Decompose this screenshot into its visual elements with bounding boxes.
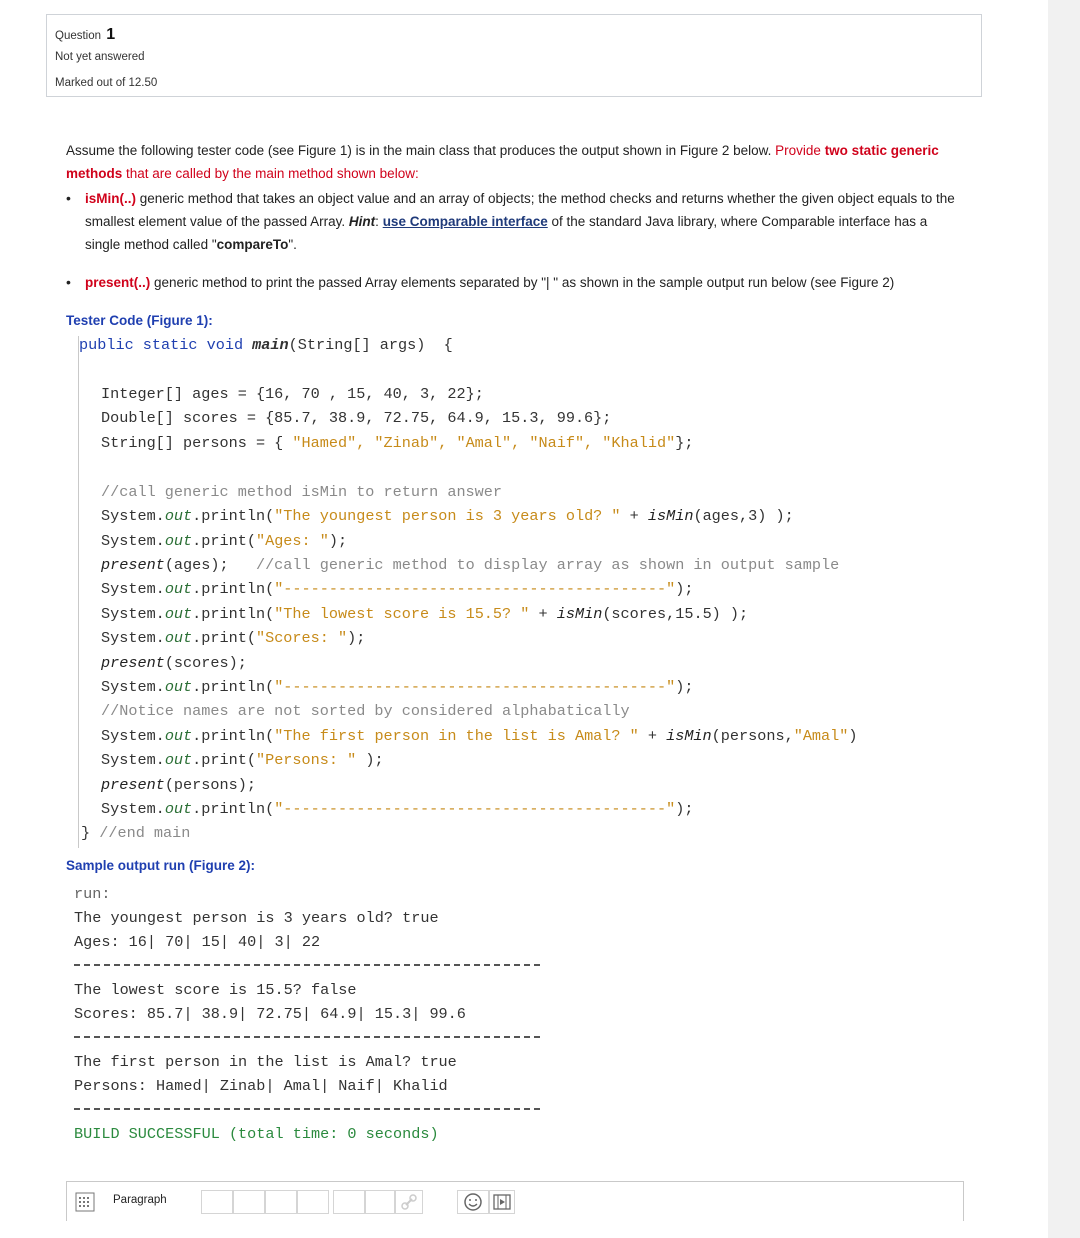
prompt-part-3: two static generic methods	[66, 143, 939, 181]
code-token: String[] persons = {	[101, 434, 293, 452]
code-token: System.	[101, 800, 165, 818]
code-token: );	[328, 532, 348, 550]
question-prompt	[66, 139, 966, 185]
media-button[interactable]	[489, 1190, 515, 1214]
link-icon	[396, 1191, 422, 1213]
code-token: present	[101, 654, 165, 672]
ismin-name: isMin(..)	[85, 191, 136, 206]
code-token: out	[164, 605, 193, 623]
code-token: out	[164, 629, 193, 647]
ismin-desc-2: of the standard Java library, where Comparable interface has a single method called "	[85, 214, 928, 252]
code-token: System.	[101, 507, 165, 525]
code-token: .println(	[192, 800, 275, 818]
code-token: +	[620, 507, 648, 525]
code-token: .print(	[192, 532, 256, 550]
code-token: (ages,3) );	[693, 507, 794, 525]
code-token: System.	[101, 751, 165, 769]
code-token: System.	[101, 678, 165, 696]
menu-icon[interactable]	[75, 1191, 95, 1213]
code-token: }	[81, 824, 100, 842]
code-token: out	[164, 580, 193, 598]
code-token: System.	[101, 629, 165, 647]
output-separator	[74, 1036, 540, 1038]
bullet-dot: •	[66, 190, 71, 206]
media-icon	[490, 1191, 514, 1213]
italic-button[interactable]	[233, 1190, 265, 1214]
question-number: 1	[106, 26, 116, 43]
code-line	[101, 776, 256, 794]
compareto-method: compareTo	[216, 237, 289, 252]
question-label	[55, 26, 115, 44]
code-line	[101, 800, 693, 818]
code-token: +	[529, 605, 557, 623]
bullet-present	[66, 271, 966, 294]
prompt-part-1: Assume the following tester code (see Figure 1) is in the main class that produces the output shown in Figure 2 below.	[66, 143, 772, 158]
output-line: The lowest score is 15.5? false	[74, 981, 357, 999]
code-token: {85.7, 38.9, 72.75, 64.9, 15.3, 99.6};	[265, 409, 612, 427]
code-token: "Scores: "	[255, 629, 348, 647]
code-line	[79, 336, 453, 354]
sample-output-title: Sample output run (Figure 2):	[66, 858, 255, 873]
code-token: };	[675, 434, 694, 452]
bullet-list-button[interactable]	[265, 1190, 297, 1214]
code-token: //end main	[99, 824, 191, 842]
code-token: //call generic method to display array as shown in output sample	[255, 556, 840, 574]
question-state: Not yet answered	[55, 51, 145, 63]
code-token: out	[164, 532, 193, 550]
tester-code-block	[78, 336, 1009, 848]
code-token: (scores,15.5) );	[602, 605, 749, 623]
code-token: );	[356, 751, 384, 769]
question-marks: Marked out of 12.50	[55, 77, 158, 89]
code-token: "The youngest person is 3 years old? "	[274, 507, 621, 525]
code-token: System.	[101, 532, 165, 550]
code-token: public static void	[79, 336, 253, 354]
bullet-ismin	[66, 187, 966, 256]
output-line: Scores: 85.7| 38.9| 72.75| 64.9| 15.3| 99.6	[74, 1005, 466, 1023]
code-token: System.	[101, 580, 165, 598]
prompt-part-2: Provide	[775, 143, 821, 158]
code-line	[101, 629, 365, 647]
question-label-text: Question	[55, 30, 102, 42]
code-token: {16, 70 , 15, 40, 3, 22};	[255, 385, 484, 403]
present-desc: generic method to print the passed Array elements separated by "| " as shown in the sample output run below (see Figure 2)	[154, 275, 895, 290]
code-token: .println(	[192, 727, 275, 745]
code-token: .print(	[192, 629, 256, 647]
output-line: The youngest person is 3 years old? true	[74, 909, 439, 927]
code-line	[101, 727, 858, 745]
output-line: Persons: Hamed| Zinab| Amal| Naif| Khalid	[74, 1077, 448, 1095]
hint-label: Hint	[348, 214, 376, 229]
paragraph-format-select[interactable]	[105, 1190, 197, 1214]
output-run: run:	[74, 885, 111, 903]
code-line	[101, 532, 347, 550]
code-line	[101, 434, 693, 452]
code-token: "Amal"	[793, 727, 849, 745]
bullet-ismin-text	[85, 187, 966, 256]
code-token: .print(	[192, 751, 256, 769]
code-token: "Ages: "	[255, 532, 329, 550]
hint-colon: :	[375, 214, 379, 229]
code-token: present	[101, 556, 165, 574]
bullet-present-text	[85, 271, 966, 294]
code-token: (persons);	[164, 776, 256, 794]
prompt-part-4: that are called by the main method shown below:	[126, 166, 419, 181]
editor-toolbar	[66, 1181, 964, 1221]
code-line	[101, 556, 839, 574]
code-token: );	[347, 629, 366, 647]
code-comment: //Notice names are not sorted by considered alphabatically	[101, 702, 630, 720]
code-token: out	[164, 678, 193, 696]
code-token: (String[] args) {	[288, 336, 453, 354]
code-token: );	[675, 678, 694, 696]
code-token: isMin	[666, 727, 712, 745]
code-token: .println(	[192, 678, 275, 696]
code-token: +	[638, 727, 667, 745]
emoji-button[interactable]	[457, 1190, 489, 1214]
code-token: main	[252, 336, 289, 354]
bullet-dot: •	[66, 274, 71, 290]
code-token: isMin	[647, 507, 694, 525]
bold-button[interactable]	[201, 1190, 233, 1214]
code-token: );	[675, 800, 694, 818]
code-token: Double[] scores =	[101, 409, 266, 427]
code-line	[101, 654, 247, 672]
output-line: The first person in the list is Amal? true	[74, 1053, 457, 1071]
code-token: System.	[101, 727, 165, 745]
code-token: "------------------------------------------"	[274, 580, 676, 598]
code-line	[101, 385, 484, 403]
code-token: out	[164, 800, 193, 818]
page-scrollbar[interactable]	[1048, 0, 1080, 1238]
code-line	[101, 751, 384, 769]
code-line	[101, 580, 693, 598]
output-line: Ages: 16| 70| 15| 40| 3| 22	[74, 933, 321, 951]
code-token: "The first person in the list is Amal? "	[274, 727, 639, 745]
code-token: .println(	[192, 580, 275, 598]
indent-button[interactable]	[333, 1190, 365, 1214]
emoji-icon	[458, 1191, 488, 1213]
numbered-list-button[interactable]	[297, 1190, 329, 1214]
code-line	[101, 507, 794, 525]
code-token: .println(	[192, 605, 275, 623]
code-line	[101, 605, 748, 623]
ismin-desc: generic method that takes an object value and an array of objects; the method checks and returns whether the given object equals to the smallest element value of the passed Array.	[85, 191, 955, 229]
present-name: present(..)	[85, 275, 151, 290]
question-info-box	[46, 14, 982, 97]
code-token: isMin	[556, 605, 603, 623]
paragraph-format-label: Paragraph	[113, 1194, 167, 1206]
link-button[interactable]	[395, 1190, 423, 1214]
code-token: out	[164, 507, 193, 525]
code-token: )	[848, 727, 858, 745]
tester-code-title: Tester Code (Figure 1):	[66, 313, 213, 328]
output-build-status: BUILD SUCCESSFUL (total time: 0 seconds)	[74, 1125, 439, 1143]
outdent-button[interactable]	[365, 1190, 395, 1214]
code-token: (scores);	[164, 654, 247, 672]
code-token: .println(	[192, 507, 275, 525]
code-token: out	[164, 727, 193, 745]
code-line	[101, 409, 611, 427]
code-token: "Hamed", "Zinab", "Amal", "Naif", "Khalid"	[292, 434, 676, 452]
code-line	[81, 824, 190, 842]
code-comment: //call generic method isMin to return answer	[101, 483, 503, 501]
code-token: out	[164, 751, 193, 769]
code-token: "Persons: "	[255, 751, 357, 769]
code-token: "The lowest score is 15.5? "	[274, 605, 530, 623]
code-line	[101, 678, 693, 696]
code-token: "------------------------------------------"	[274, 800, 676, 818]
code-token: present	[101, 776, 165, 794]
code-token: System.	[101, 605, 165, 623]
code-token: (ages);	[164, 556, 256, 574]
comparable-link[interactable]: use Comparable interface	[382, 214, 548, 229]
ismin-desc-end: ".	[288, 237, 297, 252]
code-token: );	[675, 580, 694, 598]
output-separator	[74, 964, 540, 966]
output-separator	[74, 1108, 540, 1110]
code-token: "------------------------------------------"	[274, 678, 676, 696]
code-token: Integer[] ages =	[101, 385, 256, 403]
code-token: (persons,	[711, 727, 794, 745]
